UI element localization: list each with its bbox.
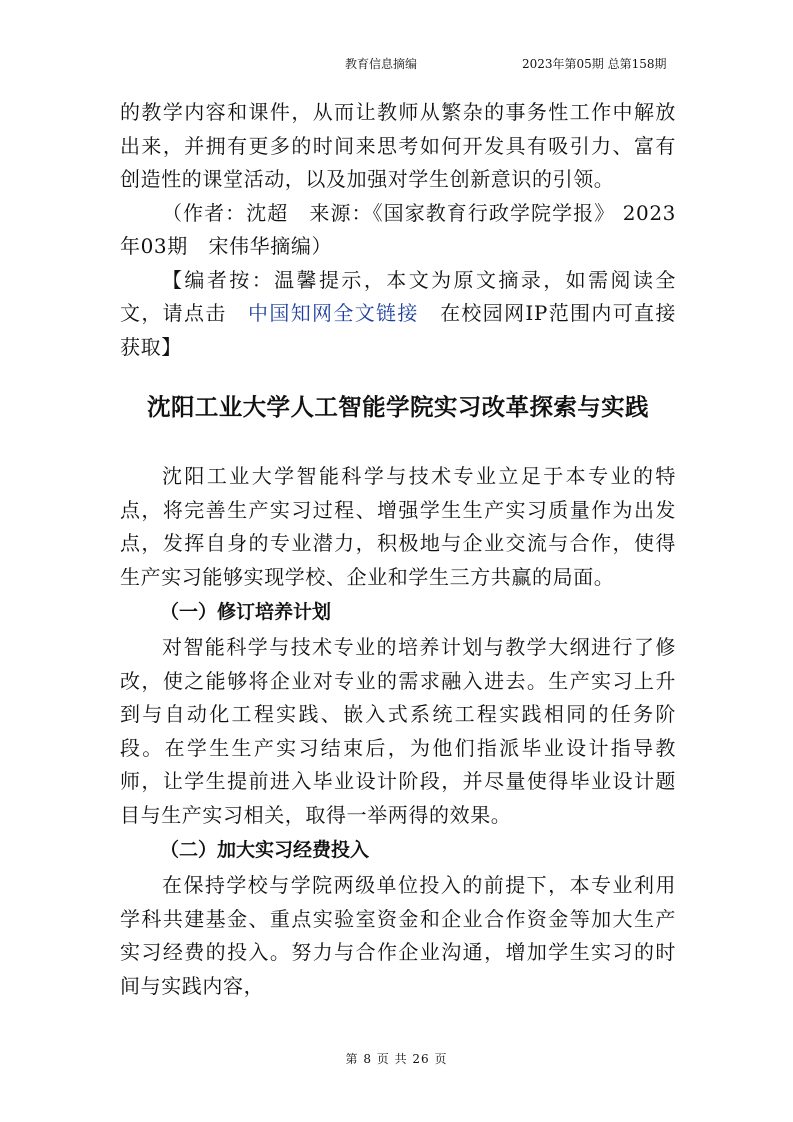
- editor-note-suffix: 在校园网IP范围内可直接获取】: [120, 301, 676, 359]
- cnki-fulltext-link[interactable]: 中国知网全文链接: [248, 301, 419, 325]
- section-body-2: 在保持学校与学院两级单位投入的前提下，本专业利用学科共建基金、重点实验室资金和企业合作资金等加大生产实习经费的投入。努力与合作企业沟通，增加学生实习的时间与实践内容，: [120, 873, 676, 998]
- page-footer: 第 8 页 共 26 页: [345, 1052, 448, 1066]
- publication-name: 教育信息摘编: [345, 57, 418, 71]
- article-intro: 沈阳工业大学智能科学与技术专业立足于本专业的特点，将完善生产实习过程、增强学生生产实习质量作为出发点，发挥自身的专业潜力，积极地与企业交流与合作，使得生产实习能够实现学校、企业和学生三方共赢的局面。: [120, 464, 676, 589]
- article-title: 沈阳工业大学人工智能学院实习改革探索与实践: [147, 393, 649, 421]
- issue-number: 2023年第05期 总第158期: [522, 57, 667, 71]
- section-heading-2: （二）加大实习经费投入: [160, 839, 370, 861]
- editor-note: [120, 264, 676, 365]
- author-credit: （作者：沈超 来源：《国家教育行政学院学报》 2023年03期 宋伟华摘编）: [120, 200, 676, 258]
- editor-note-prefix: 【编者按：温馨提示，本文为原文摘录，如需阅读全文，请点击: [120, 267, 676, 325]
- section-body-1: 对智能科学与技术专业的培养计划与教学大纲进行了修改，使之能够将企业对专业的需求融入进去。生产实习上升到与自动化工程实践、嵌入式系统工程实践相同的任务阶段。在学生生产实习结束后，为他们指派毕业设计指导教师，让学生提前进入毕业设计阶段，并尽量使得毕业设计题目与生产实习相关，取得一举两得的效果。: [120, 635, 676, 827]
- page-content: [120, 96, 676, 1003]
- section-heading-1: （一）修订培养计划: [160, 601, 332, 623]
- previous-article-ending: 的教学内容和课件，从而让教师从繁杂的事务性工作中解放出来，并拥有更多的时间来思考如何开发具有吸引力、富有创造性的课堂活动，以及加强对学生创新意识的引领。: [120, 100, 676, 191]
